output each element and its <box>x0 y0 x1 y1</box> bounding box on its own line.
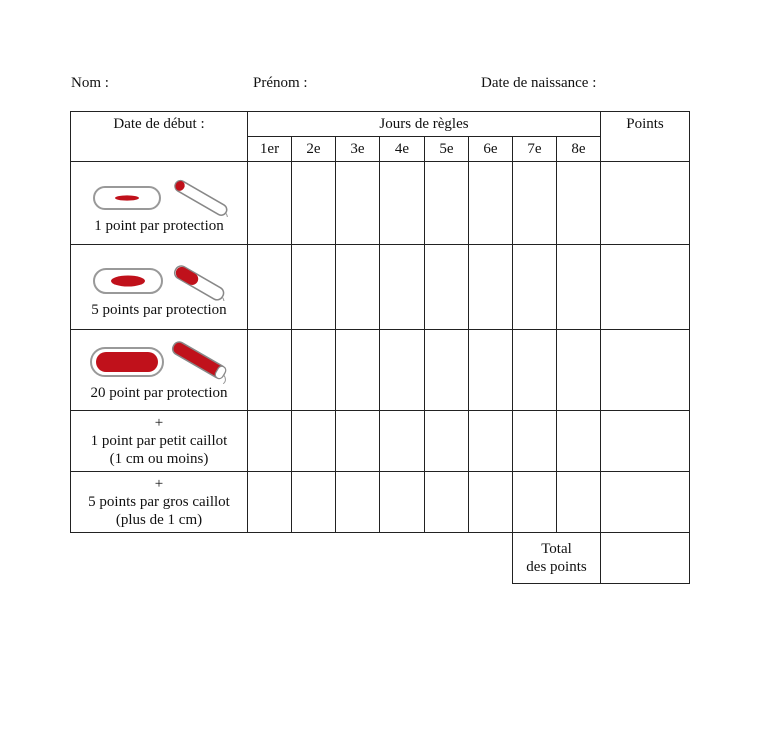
row-label-medium: 5 points par protection <box>71 245 248 330</box>
day-cell[interactable] <box>557 411 601 472</box>
day-cell[interactable] <box>336 330 380 411</box>
day-cell[interactable] <box>292 472 336 533</box>
day-cell[interactable] <box>248 411 292 472</box>
day-cell[interactable] <box>469 162 513 245</box>
day-cell[interactable] <box>425 330 469 411</box>
day-header-7: 7e <box>513 137 557 162</box>
day-cell[interactable] <box>513 245 557 330</box>
day-cell[interactable] <box>513 162 557 245</box>
day-cell[interactable] <box>292 411 336 472</box>
day-cell[interactable] <box>425 411 469 472</box>
day-cell[interactable] <box>513 472 557 533</box>
day-header-6: 6e <box>469 137 513 162</box>
row-label-heavy: 20 point par protection <box>71 330 248 411</box>
day-cell[interactable] <box>425 472 469 533</box>
day-cell[interactable] <box>248 472 292 533</box>
birth-date-label: Date de naissance : <box>481 75 597 91</box>
day-cell[interactable] <box>248 245 292 330</box>
day-cell[interactable] <box>336 245 380 330</box>
row-label-small-clot: + 1 point par petit caillot (1 cm ou moins) <box>71 411 248 472</box>
day-cell[interactable] <box>336 411 380 472</box>
light-protection-icons <box>84 173 234 217</box>
total-label: Total des points <box>513 533 601 584</box>
pad-icon <box>94 187 160 209</box>
table-row <box>71 472 690 533</box>
day-header-8: 8e <box>557 137 601 162</box>
row-label-large-clot: + 5 points par gros caillot (plus de 1 cm) <box>71 472 248 533</box>
pbac-chart <box>70 111 690 584</box>
day-cell[interactable] <box>248 330 292 411</box>
day-cell[interactable] <box>513 330 557 411</box>
points-header: Points <box>601 112 690 162</box>
day-header-5: 5e <box>425 137 469 162</box>
day-header-2: 2e <box>292 137 336 162</box>
day-cell[interactable] <box>425 162 469 245</box>
table-row <box>71 411 690 472</box>
day-cell[interactable] <box>336 472 380 533</box>
day-cell[interactable] <box>557 162 601 245</box>
day-cell[interactable] <box>469 245 513 330</box>
points-cell[interactable] <box>601 330 690 411</box>
day-cell[interactable] <box>513 411 557 472</box>
day-cell[interactable] <box>469 411 513 472</box>
table-row <box>71 162 690 245</box>
start-date-label: Date de début : <box>113 116 205 132</box>
pad-icon <box>94 269 162 293</box>
day-cell[interactable] <box>557 330 601 411</box>
day-cell[interactable] <box>292 330 336 411</box>
first-name-label: Prénom : <box>253 75 308 91</box>
pad-icon <box>91 348 163 376</box>
day-cell[interactable] <box>557 472 601 533</box>
day-cell[interactable] <box>248 162 292 245</box>
table-row <box>71 245 690 330</box>
table-row <box>71 330 690 411</box>
day-cell[interactable] <box>380 411 425 472</box>
day-cell[interactable] <box>336 162 380 245</box>
row-label-light: 1 point par protection <box>71 162 248 245</box>
total-points-cell[interactable] <box>601 533 690 584</box>
start-date-cell[interactable] <box>71 112 248 162</box>
day-cell[interactable] <box>292 162 336 245</box>
day-cell[interactable] <box>292 245 336 330</box>
day-cell[interactable] <box>380 162 425 245</box>
points-cell[interactable] <box>601 245 690 330</box>
day-header-3: 3e <box>336 137 380 162</box>
heavy-protection-icons <box>84 340 234 384</box>
tampon-icon <box>170 340 232 384</box>
day-cell[interactable] <box>380 330 425 411</box>
points-cell[interactable] <box>601 411 690 472</box>
days-header: Jours de règles <box>248 112 601 137</box>
tampon-icon <box>172 179 233 217</box>
day-cell[interactable] <box>380 245 425 330</box>
day-cell[interactable] <box>425 245 469 330</box>
points-cell[interactable] <box>601 472 690 533</box>
points-cell[interactable] <box>601 162 690 245</box>
day-header-1: 1er <box>248 137 292 162</box>
day-cell[interactable] <box>469 330 513 411</box>
day-cell[interactable] <box>557 245 601 330</box>
day-cell[interactable] <box>469 472 513 533</box>
name-label: Nom : <box>71 75 109 91</box>
tampon-icon <box>172 264 230 301</box>
medium-protection-icons <box>84 257 234 301</box>
day-cell[interactable] <box>380 472 425 533</box>
day-header-4: 4e <box>380 137 425 162</box>
